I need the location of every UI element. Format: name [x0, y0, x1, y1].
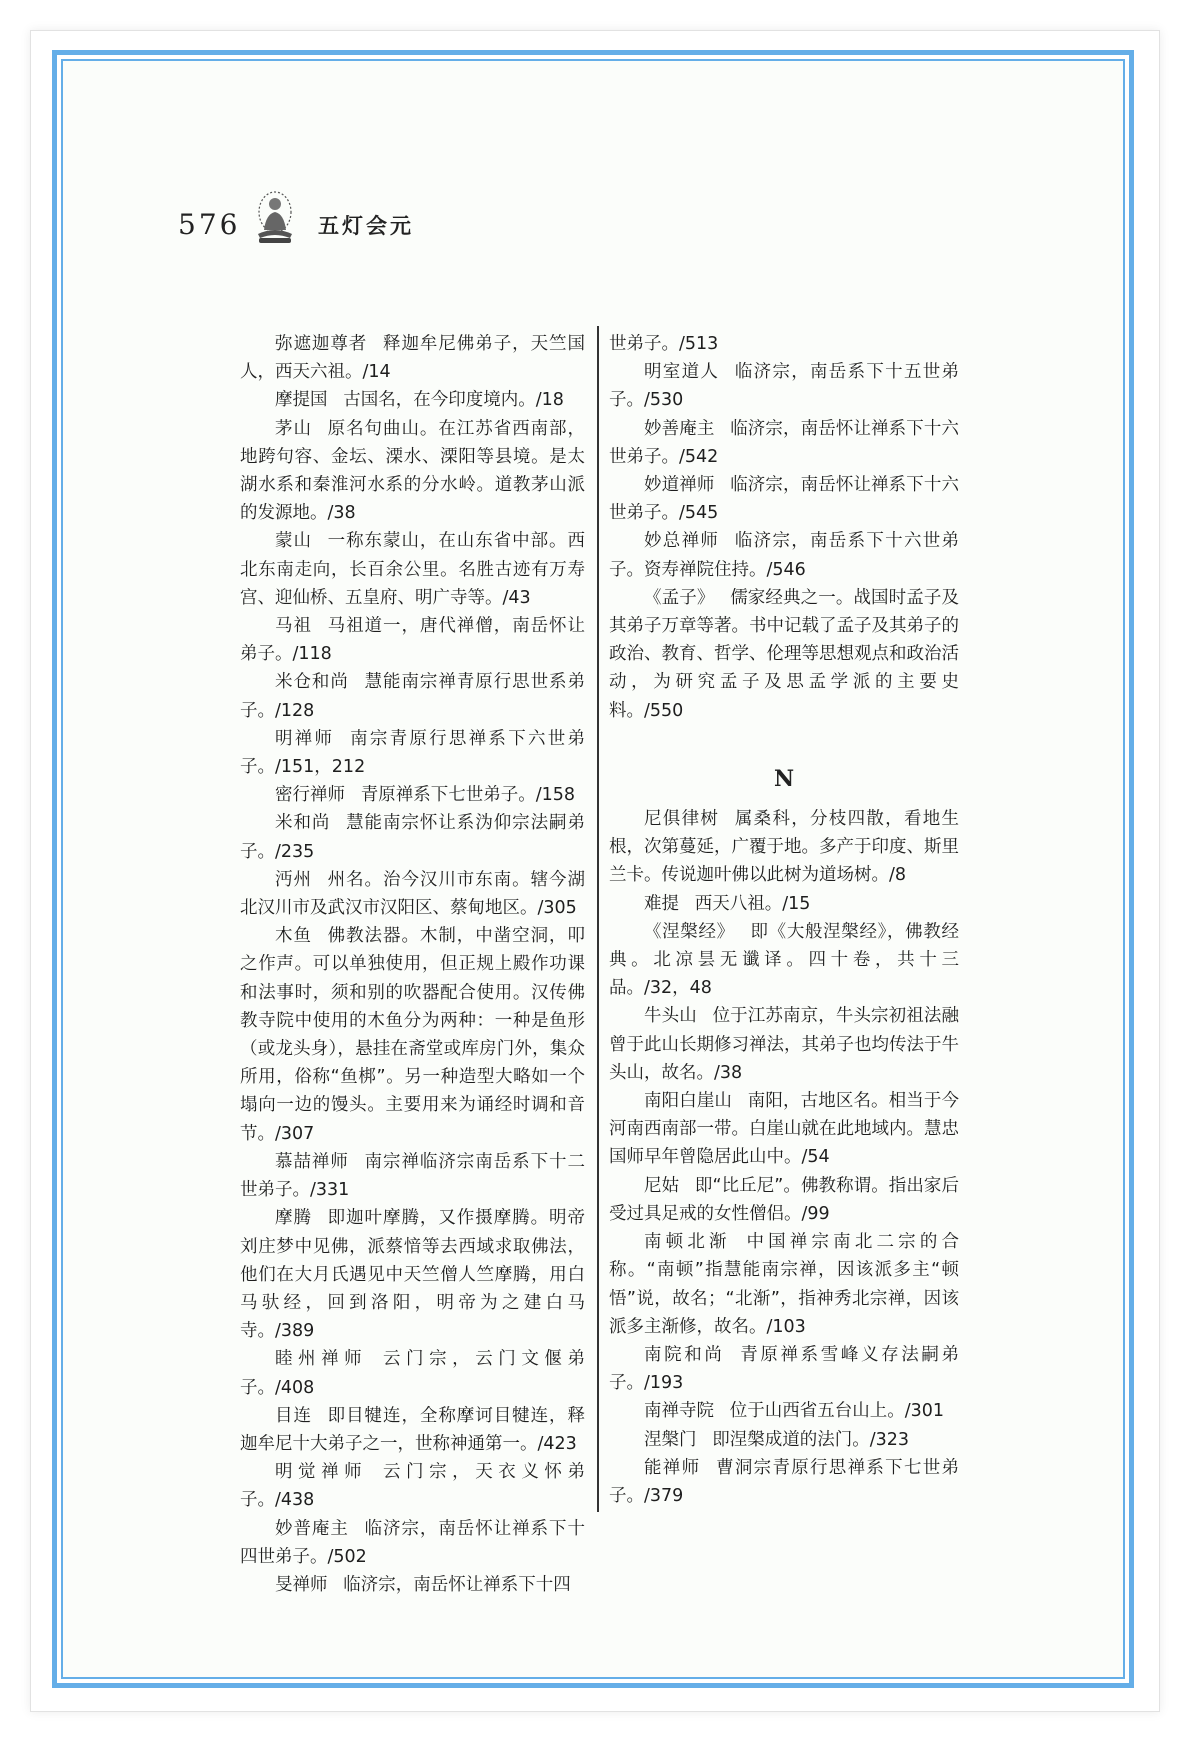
entry-term: 南阳白崖山	[644, 1091, 733, 1112]
entry-term: 旻禅师	[275, 1574, 328, 1595]
entry-definition: 位于山西省五台山上。/301	[729, 1401, 945, 1422]
entry-definition: 古国名，在今印度境内。/18	[343, 390, 564, 411]
entry-definition: 青原禅系下七世弟子。/158	[360, 785, 576, 806]
column-divider	[597, 326, 599, 1512]
entry-definition: 临济宗，南岳系下十六世弟子。资寿禅院住持。/546	[609, 531, 960, 580]
entry-term: 南院和尚	[644, 1344, 725, 1365]
glossary-entry	[609, 1172, 959, 1228]
entry-term: 目连	[275, 1405, 312, 1426]
entry-term: 牛头山	[644, 1006, 697, 1027]
glossary-entry	[240, 781, 585, 809]
entry-term: 睦州禅师	[275, 1349, 368, 1370]
entry-term: 南顿北渐	[644, 1232, 731, 1253]
entry-definition: 即《大般涅槃经》，佛教经典。北凉昙无谶译。四十卷，共十三品。/32，48	[609, 921, 959, 999]
glossary-entry	[240, 1204, 585, 1345]
glossary-entry	[240, 1458, 585, 1514]
entry-term: 米和尚	[275, 813, 331, 834]
continued-entry-text: 世弟子。/513	[609, 334, 719, 354]
inner-frame	[61, 59, 1125, 1679]
entry-definition: 临济宗，南岳怀让禅系下十六世弟子。/542	[609, 418, 959, 467]
glossary-entry	[240, 612, 585, 668]
glossary-entry	[240, 1345, 585, 1401]
entry-term: 妙总禅师	[644, 531, 720, 552]
buddha-icon	[250, 190, 300, 246]
glossary-entry	[240, 1515, 585, 1571]
section-letter-n: N	[773, 765, 795, 792]
entry-definition: 临济宗，南岳怀让禅系下十六世弟子。/545	[609, 475, 959, 524]
entry-term: 能禅师	[644, 1457, 701, 1478]
glossary-entry	[240, 866, 585, 922]
glossary-entry	[609, 1426, 959, 1454]
glossary-entry	[609, 890, 959, 918]
entry-term: 涅槃门	[644, 1429, 697, 1450]
entry-definition: 青原禅系雪峰义存法嗣弟子。/193	[609, 1344, 959, 1394]
entry-term: 明觉禅师	[275, 1462, 368, 1483]
glossary-entry	[609, 584, 959, 725]
entry-definition: 慧能南宗怀让系沩仰宗法嗣弟子。/235	[240, 813, 586, 862]
entry-definition: 临济宗，南岳怀让禅系下十四	[343, 1574, 571, 1595]
glossary-entry	[609, 1341, 959, 1397]
glossary-entry	[240, 415, 585, 528]
glossary-entry	[609, 1454, 959, 1510]
entry-definition: 原名句曲山。在江苏省西南部，地跨句容、金坛、溧水、溧阳等县境。是太湖水系和秦淮河水系的分水岭。道教茅山派的发源地。/38	[240, 418, 586, 524]
entry-term: 难提	[644, 893, 679, 914]
entry-definition: 西天八祖。/15	[694, 893, 811, 914]
glossary-entry	[609, 1397, 959, 1425]
entry-definition: 属桑科，分枝四散，看地生根，次第蔓延，广覆于地。多产于印度、斯里兰卡。传说迦叶佛以此树为道场树。/8	[609, 809, 960, 886]
entry-term: 摩腾	[275, 1208, 312, 1229]
entry-term: 妙道禅师	[644, 475, 715, 496]
entry-definition: 州名。治今汉川市东南。辖今湖北汉川市及武汉市汉阳区、蔡甸地区。/305	[240, 869, 586, 919]
entry-definition: 马祖道一，唐代禅僧，南岳怀让弟子。/118	[240, 616, 586, 665]
right-column	[609, 330, 959, 1510]
glossary-entry	[240, 1148, 585, 1204]
entry-term: 沔州	[275, 869, 312, 890]
entry-term: 明禅师	[275, 728, 335, 749]
entry-term: 南禅寺院	[644, 1401, 714, 1422]
glossary-entry	[609, 471, 959, 527]
entry-term: 茅山	[275, 418, 312, 439]
glossary-entry	[240, 668, 585, 724]
entry-term: 弥遮迦尊者	[275, 334, 368, 354]
entry-term: 妙善庵主	[644, 418, 715, 439]
entry-definition: 释迦牟尼佛弟子，天竺国人，西天六祖。/14	[240, 334, 585, 383]
entry-term: 米仓和尚	[275, 672, 349, 693]
glossary-entry	[609, 527, 959, 583]
glossary-entry	[240, 1571, 585, 1599]
glossary-entry	[609, 1087, 959, 1172]
entry-term: 马祖	[275, 616, 312, 637]
left-column	[240, 330, 585, 1599]
entry-term: 尼俱律树	[644, 809, 720, 830]
entry-definition: 位于江苏南京，牛头宗初祖法融曾于此山长期修习禅法，其弟子也均传法于牛头山，故名。/38	[609, 1006, 959, 1083]
entry-definition: 中国禅宗南北二宗的合称。“南顿”指慧能南宗禅，因该派多主“顿悟”说，故名；“北渐”，指神秀北宗禅，因该派多主渐修，故名。/103	[609, 1232, 960, 1337]
entries-m-list	[609, 358, 959, 725]
entry-term: 明室道人	[644, 362, 720, 383]
entry-definition: 临济宗，南岳系下十五世弟子。/530	[609, 362, 960, 411]
entry-definition: 即目犍连，全称摩诃目犍连，释迦牟尼十大弟子之一，世称神通第一。/423	[240, 1405, 586, 1454]
entry-definition: 慧能南宗禅青原行思世系弟子。/128	[240, 672, 586, 721]
book-title: 五灯会元	[318, 214, 414, 238]
entry-definition: 南宗青原行思禅系下六世弟子。/151，212	[240, 728, 586, 778]
entry-definition: 即迦叶摩腾，又作摄摩腾。明帝刘庄梦中见佛，派蔡愔等去西域求取佛法，他们在大月氏遇见中天竺僧人竺摩腾，用白马驮经，回到洛阳，明帝为之建白马寺。/389	[240, 1208, 586, 1342]
entry-definition: 云门宗，天衣义怀弟子。/438	[240, 1462, 585, 1511]
glossary-entry	[609, 918, 959, 1003]
entry-term: 密行禅师	[275, 785, 345, 806]
entry-definition: 即“比丘尼”。佛教称谓。指出家后受过具足戒的女性僧侣。/99	[609, 1175, 960, 1224]
entry-definition: 临济宗，南岳怀让禅系下十四世弟子。/502	[240, 1518, 586, 1567]
glossary-entry	[240, 527, 585, 612]
entry-definition: 佛教法器。木制，中凿空洞，叩之作声。可以单独使用，但正规上殿作功课和法事时，须和别的吹器配合使用。汉传佛教寺院中使用的木鱼分为两种：一种是鱼形（或龙头身），悬挂在斋堂或库房门外，集众所用，俗称“鱼梆”。另一种造型大略如一个塌向一边的馒头。主要用来为诵经时调和音节。/307	[240, 926, 586, 1144]
glossary-entry	[240, 922, 585, 1148]
entries-n-list	[609, 805, 959, 1510]
entry-term: 尼姑	[644, 1175, 680, 1196]
entry-definition: 南宗禅临济宗南岳系下十二世弟子。/331	[240, 1151, 586, 1201]
glossary-entry	[240, 330, 585, 386]
entry-term: 摩提国	[275, 390, 328, 411]
glossary-entry	[240, 386, 585, 414]
entry-definition: 云门宗，云门文偃弟子。/408	[240, 1349, 585, 1398]
glossary-entry	[609, 1228, 959, 1341]
entry-term: 慕喆禅师	[275, 1151, 349, 1172]
entry-definition: 一称东蒙山，在山东省中部。西北东南走向，长百余公里。名胜古迹有万寿宫、迎仙桥、五皇府、明广寺等。/43	[240, 531, 586, 608]
entry-term: 《涅槃经》	[644, 921, 735, 942]
entry-term: 木鱼	[275, 926, 312, 947]
entry-definition: 儒家经典之一。战国时孟子及其弟子万章等著。书中记载了孟子及其弟子的政治、教育、哲学、伦理等思想观点和政治活动，为研究孟子及思孟学派的主要史料。/550	[609, 587, 959, 721]
page-number: 576	[178, 208, 241, 241]
entry-term: 《孟子》	[644, 587, 715, 608]
glossary-entry	[609, 415, 959, 471]
entry-definition: 南阳，古地区名。相当于今河南西南部一带。白崖山就在此地域内。慧忠国师早年曾隐居此山中。/54	[609, 1091, 959, 1168]
entry-definition: 曹洞宗青原行思禅系下七世弟子。/379	[609, 1457, 960, 1506]
glossary-entry	[240, 1402, 585, 1458]
glossary-entry	[240, 809, 585, 865]
entry-term: 蒙山	[275, 531, 312, 552]
entry-definition: 即涅槃成道的法门。/323	[712, 1429, 910, 1450]
glossary-entry	[609, 1002, 959, 1087]
entry-term: 妙普庵主	[275, 1518, 349, 1539]
glossary-entry	[609, 358, 959, 414]
glossary-entry	[240, 725, 585, 781]
glossary-entry	[609, 805, 959, 890]
